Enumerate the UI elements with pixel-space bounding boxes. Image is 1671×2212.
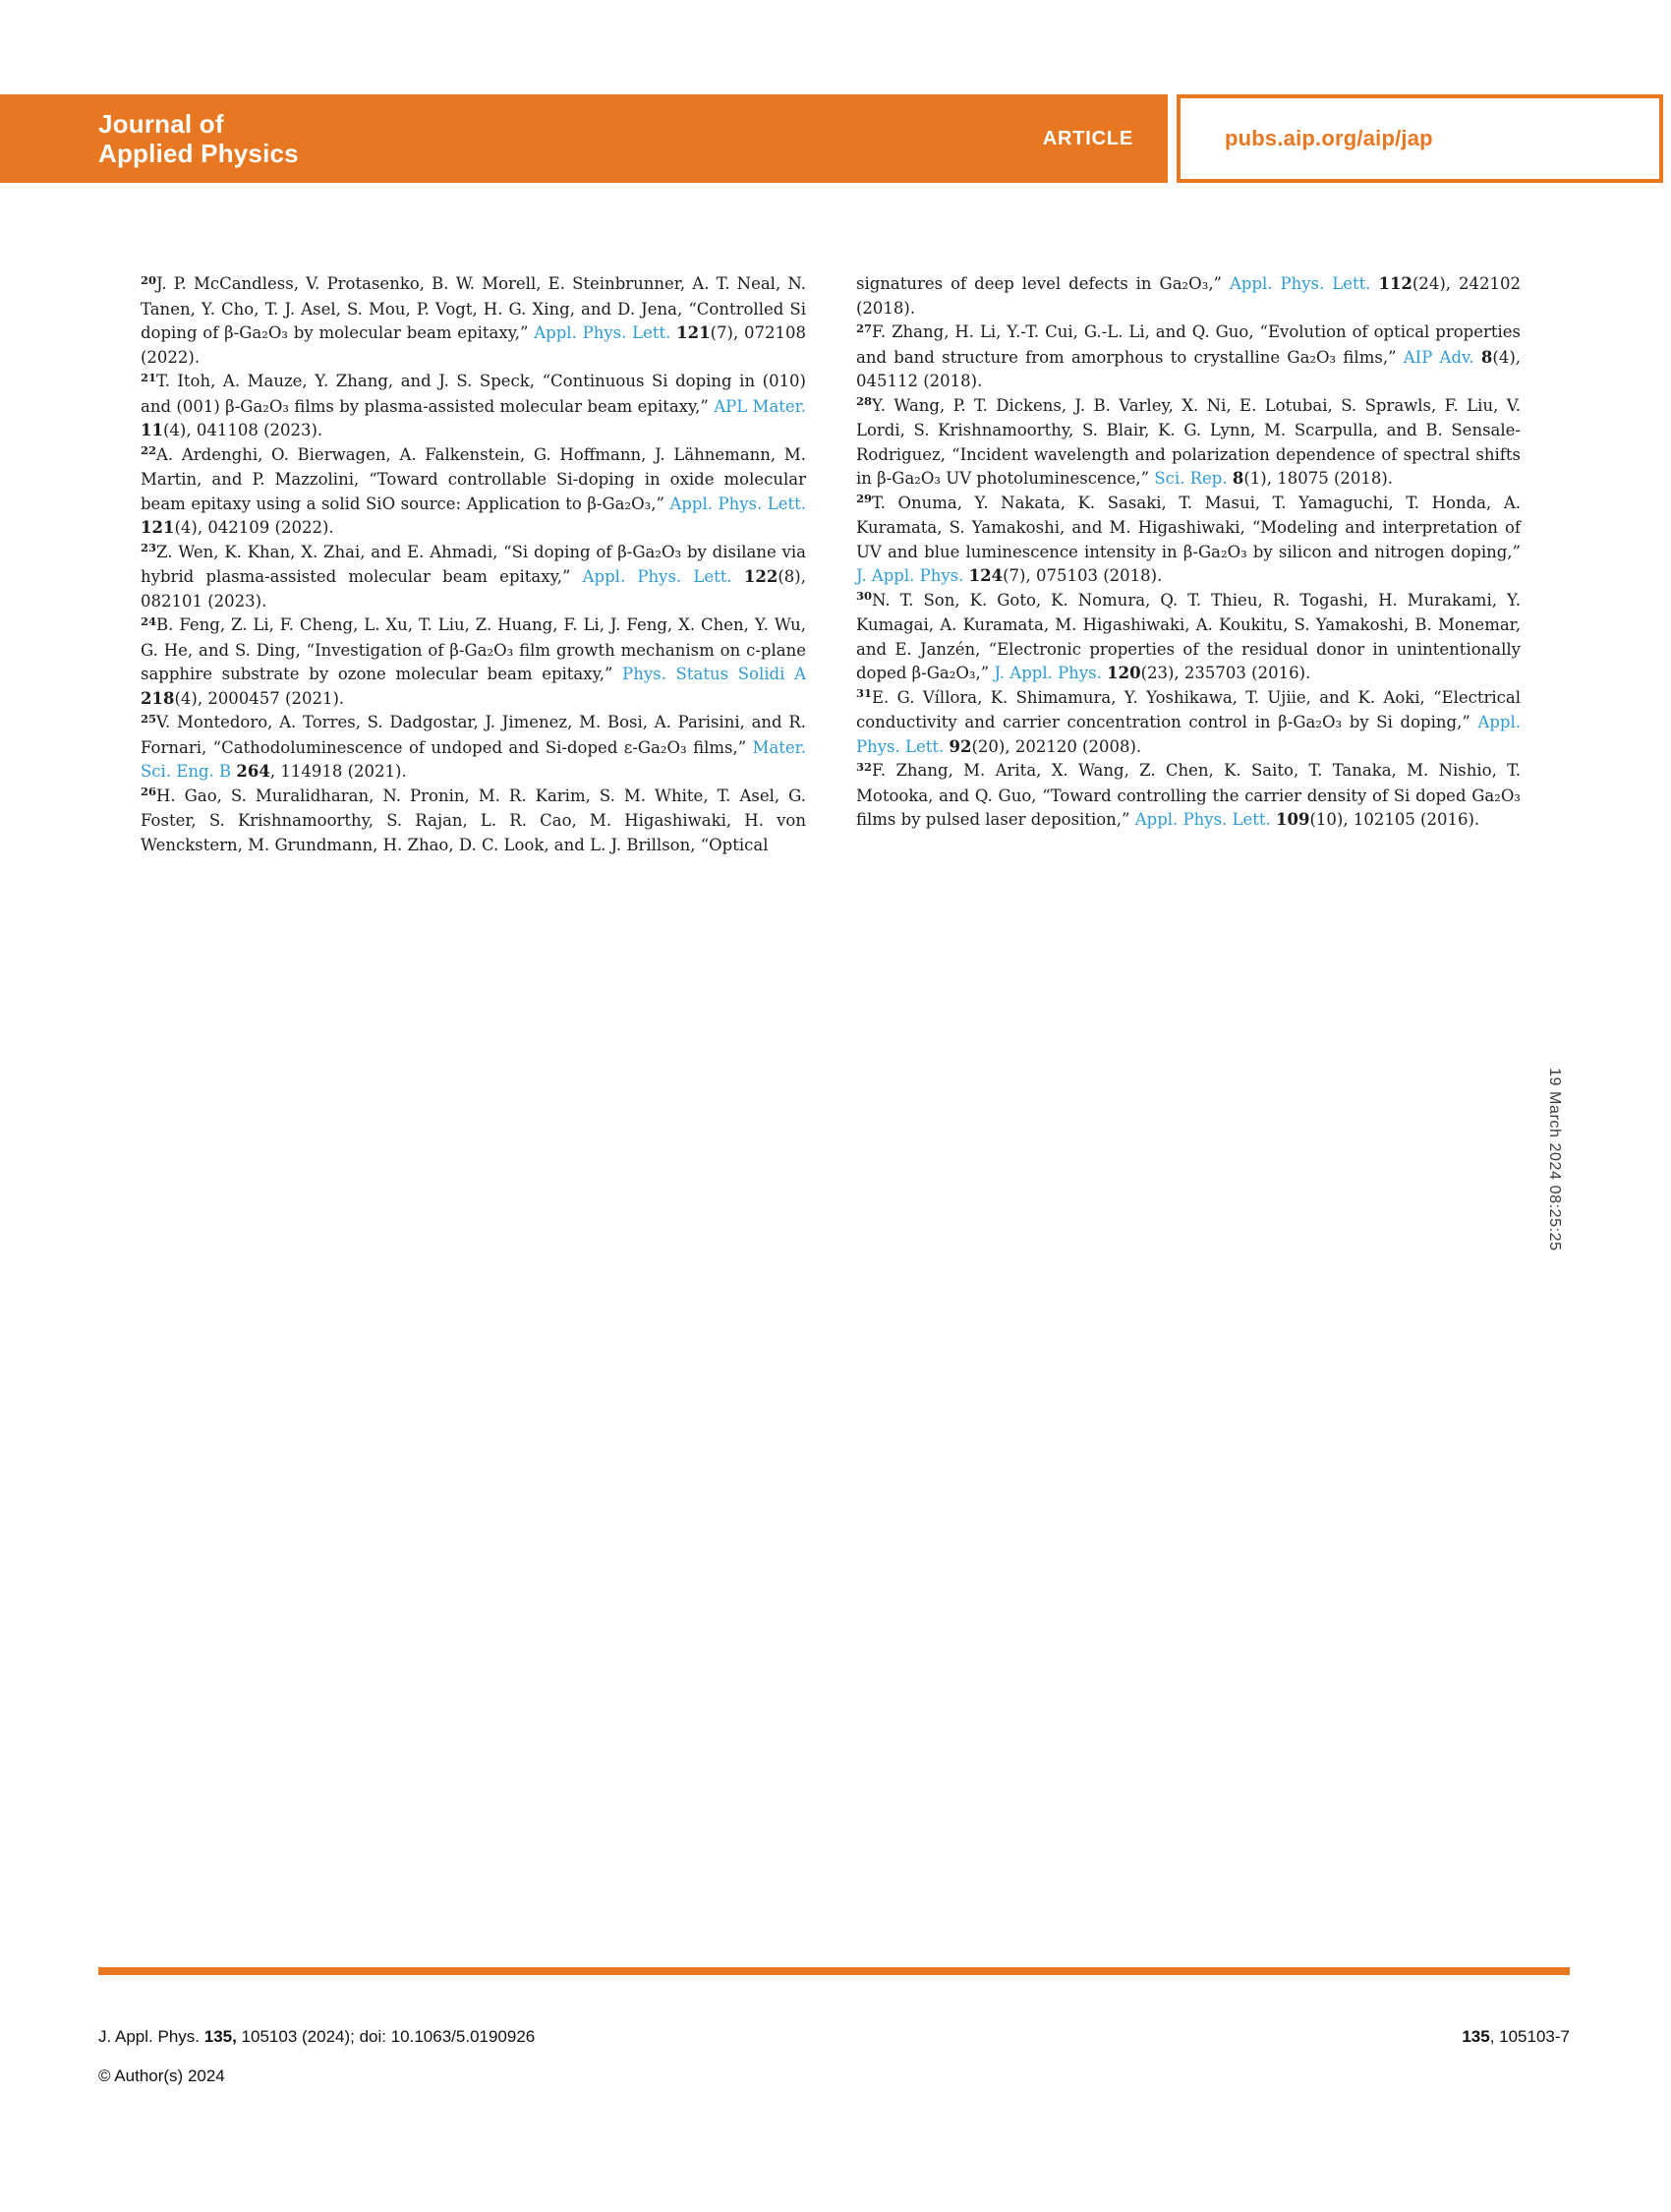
journal-header-band — [0, 94, 1168, 183]
reference-number: 31 — [856, 686, 873, 700]
reference-number: 27 — [856, 320, 873, 335]
reference-number: 29 — [856, 492, 873, 505]
reference-item: $^{30}$N. T. Son, K. Goto, K. Nomura, Q. T. Thieu, R. Togashi, H. Murakami, Y. Kumagai, A. Kuramata, M. Higashiwaki, A. Koukitu, S. Yamakoshi, B. Monemar, and E. Janzén, “Electronic properties of the residual donor in unintentionally doped β-Ga₂O₃,” J. Appl. Phys. 120(23), 235703 (2016). — [856, 589, 1521, 682]
reference-item: $^{23}$Z. Wen, K. Khan, X. Zhai, and E. Ahmadi, “Si doping of β-Ga₂O₃ by disilane via hybrid plasma-assisted molecular beam epitaxy,” Appl. Phys. Lett. 122(8), 082101 (2023). — [141, 541, 806, 611]
reference-item: $^{28}$Y. Wang, P. T. Dickens, J. B. Varley, X. Ni, E. Lotubai, S. Sprawls, F. Liu, V. Lordi, S. Krishnamoorthy, S. Blair, K. G. Lynn, M. Scarpulla, and B. Sensale-Rodriguez, “Incident wavelength and polarization dependence of spectral shifts in β-Ga₂O₃ UV photoluminescence,” Sci. Rep. 8(1), 18075 (2018). — [856, 394, 1521, 488]
volume-number: 135 — [1462, 2027, 1490, 2046]
journal-link[interactable]: Appl. Phys. Lett. — [856, 713, 1521, 756]
reference-number: 22 — [141, 443, 157, 457]
reference-item: $^{29}$T. Onuma, Y. Nakata, K. Sasaki, T. Masui, T. Yamaguchi, T. Honda, A. Kuramata, S. Yamakoshi, and M. Higashiwaki, “Modeling and interpretation of UV and blue luminescence intensity in β-Ga₂O₃ by silicon and nitrogen doping,” J. Appl. Phys. 124(7), 075103 (2018). — [856, 492, 1521, 585]
volume-number: 92 — [949, 736, 972, 756]
reference-number: 25 — [141, 711, 157, 726]
journal-link[interactable]: Phys. Status Solidi A — [622, 665, 806, 683]
journal-link[interactable]: Sci. Rep. — [1154, 469, 1228, 488]
publisher-url-link[interactable]: pubs.aip.org/aip/jap — [1225, 126, 1433, 150]
reference-item: $^{32}$F. Zhang, M. Arita, X. Wang, Z. Chen, K. Saito, T. Tanaka, M. Nishio, T. Motooka, and Q. Guo, “Toward controlling the carrier density of Si doped Ga₂O₃ films by pulsed laser deposition,” Appl. Phys. Lett. 109(10), 102105 (2016). — [856, 759, 1521, 829]
reference-item: $^{20}$J. P. McCandless, V. Protasenko, B. W. Morell, E. Steinbrunner, A. T. Neal, N. Tanen, Y. Cho, T. J. Asel, S. Mou, P. Vogt, H. G. Xing, and D. Jena, “Controlled Si doping of β-Ga₂O₃ by molecular beam epitaxy,” Appl. Phys. Lett. 121(7), 072108 (2022). — [141, 272, 806, 367]
journal-link[interactable]: Appl. Phys. Lett. — [1229, 274, 1371, 293]
journal-link[interactable]: Appl. Phys. Lett. — [1134, 810, 1271, 829]
journal-link[interactable]: J. Appl. Phys. — [856, 566, 964, 585]
journal-logo-line2: Applied Physics — [98, 139, 299, 168]
reference-number: 28 — [856, 394, 873, 408]
journal-logo-line1: Journal of — [98, 109, 224, 139]
footer-page-number: 135, 105103-7 — [1462, 2027, 1570, 2046]
volume-number: 109 — [1276, 810, 1310, 829]
journal-link[interactable]: Appl. Phys. Lett. — [669, 494, 807, 513]
reference-item: $^{24}$B. Feng, Z. Li, F. Cheng, L. Xu, T. Liu, Z. Huang, F. Li, J. Feng, X. Chen, Y. Wu, G. He, and S. Ding, “Investigation of β-Ga₂O₃ film growth mechanism on c-plane sapphire substrate by ozone molecular beam epitaxy,” Phys. Status Solidi A 218(4), 2000457 (2021). — [141, 613, 806, 708]
volume-number: 135, — [203, 2027, 237, 2046]
journal-link[interactable]: Appl. Phys. Lett. — [534, 323, 671, 342]
download-timestamp: 19 March 2024 08:25:25 — [1546, 1068, 1563, 1252]
journal-link[interactable]: Mater. Sci. Eng. B — [141, 737, 806, 781]
footer-citation-block — [98, 2017, 535, 2096]
reference-item: signatures of deep level defects in Ga₂O₃,” Appl. Phys. Lett. 112(24), 242102 (2018). — [856, 274, 1521, 318]
reference-item: $^{22}$A. Ardenghi, O. Bierwagen, A. Falkenstein, G. Hoffmann, J. Lähnemann, M. Martin, and P. Mazzolini, “Toward controllable Si-doping in oxide molecular beam epitaxy using a solid SiO source: Application to β-Ga₂O₃,” Appl. Phys. Lett. 121(4), 042109 (2022). — [141, 443, 807, 537]
reference-number: 24 — [141, 613, 157, 628]
journal-link[interactable]: AIP Adv. — [1403, 347, 1474, 367]
reference-number: 30 — [856, 589, 873, 603]
reference-item: $^{27}$F. Zhang, H. Li, Y.-T. Cui, G.-L. Li, and Q. Guo, “Evolution of optical properties and band structure from amorphous to crystalline Ga₂O₃ films,” AIP Adv. 8(4), 045112 (2018). — [856, 320, 1522, 390]
journal-link[interactable]: Appl. Phys. Lett. — [582, 567, 732, 586]
references-column-left — [141, 272, 806, 857]
journal-link[interactable]: APL Mater. — [714, 396, 806, 416]
journal-logo[interactable] — [98, 94, 299, 183]
volume-number: 120 — [1107, 664, 1141, 682]
reference-item: $^{26}$H. Gao, S. Muralidharan, N. Pronin, M. R. Karim, S. M. White, T. Asel, G. Foster, S. Krishnamoorthy, S. Rajan, L. R. Cao, M. Higashiwaki, H. von Wenckstern, M. Grundmann, H. Zhao, D. C. Look, and L. J. Brillson, “Optical — [141, 785, 806, 854]
volume-number: 112 — [1378, 274, 1412, 293]
volume-number: 121 — [676, 323, 711, 342]
volume-number: 8 — [1480, 347, 1493, 367]
volume-number: 122 — [743, 567, 778, 586]
reference-number: 23 — [141, 541, 157, 554]
reference-item: $^{25}$V. Montedoro, A. Torres, S. Dadgostar, J. Jimenez, M. Bosi, A. Parisini, and R. Fornari, “Cathodoluminescence of undoped and Si-doped ε-Ga₂O₃ films,” Mater. Sci. Eng. B 264, 114918 (2021). — [141, 711, 806, 781]
footer-citation: J. Appl. Phys. 135, 105103 (2024); doi: 10.1063/5.0190926 — [98, 2027, 536, 2046]
volume-number: 124 — [968, 566, 1004, 585]
volume-number: 218 — [141, 688, 175, 708]
reference-item: $^{21}$T. Itoh, A. Mauze, Y. Zhang, and J. S. Speck, “Continuous Si doping in (010) and (001) β-Ga₂O₃ films by plasma-assisted molecular beam epitaxy,” APL Mater. 11(4), 041108 (2023). — [141, 370, 806, 439]
volume-number: 11 — [141, 421, 163, 439]
volume-number: 8 — [1232, 469, 1244, 488]
references-column-right — [856, 272, 1521, 833]
reference-number: 26 — [141, 785, 157, 798]
footer-divider — [98, 1967, 1570, 1975]
reference-item: $^{31}$E. G. Víllora, K. Shimamura, Y. Yoshikawa, T. Ujiie, and K. Aoki, “Electrical conductivity and carrier concentration control in β-Ga₂O₃ by Si doping,” Appl. Phys. Lett. 92(20), 202120 (2008). — [856, 686, 1521, 756]
journal-link[interactable]: J. Appl. Phys. — [994, 664, 1102, 682]
publisher-url-box — [1177, 94, 1663, 183]
volume-number: 264 — [236, 762, 270, 781]
article-type-label: ARTICLE — [1042, 127, 1133, 149]
reference-number: 21 — [141, 370, 157, 384]
footer-copyright: © Author(s) 2024 — [98, 2066, 225, 2085]
reference-number: 32 — [856, 759, 873, 774]
volume-number: 121 — [141, 518, 175, 537]
reference-number: 20 — [141, 272, 157, 287]
